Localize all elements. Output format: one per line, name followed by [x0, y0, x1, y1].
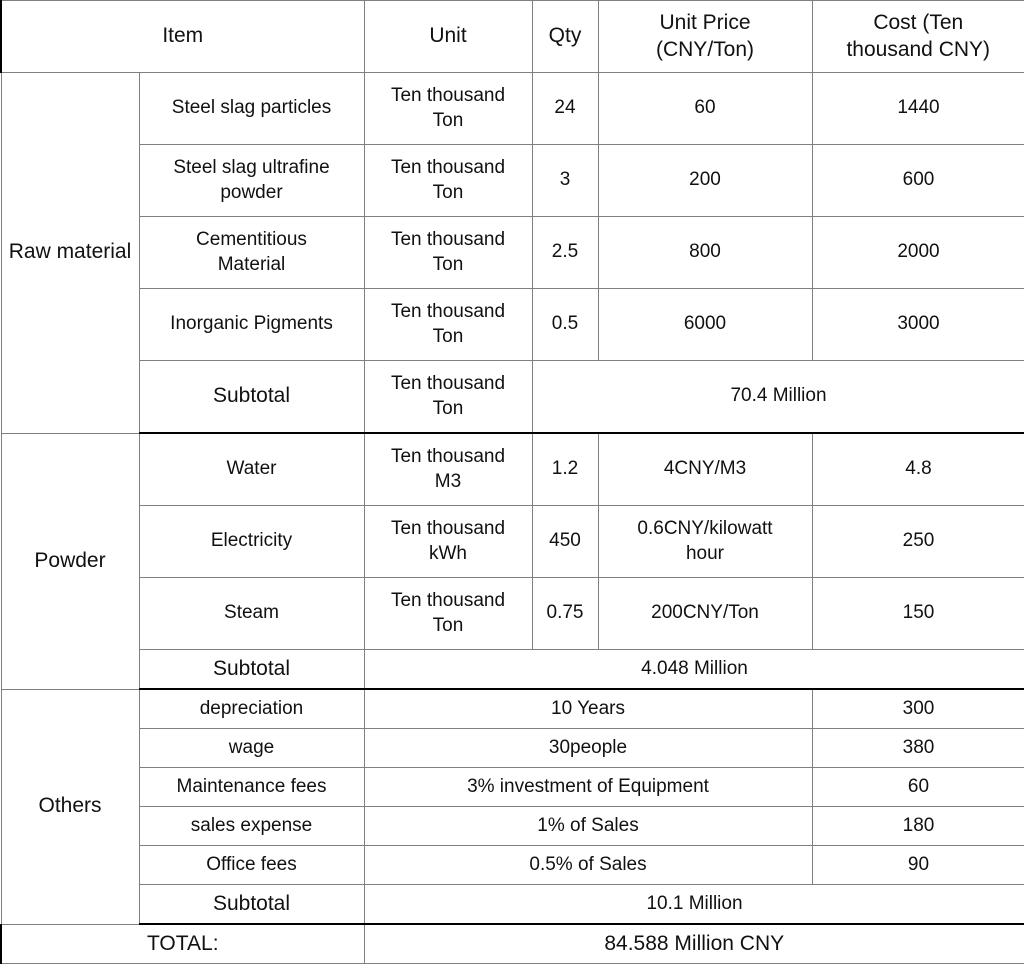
row-unit: [364, 73, 532, 145]
subtotal-label: Subtotal: [139, 650, 364, 690]
row-item: sales expense: [139, 807, 364, 846]
column-header-qty: Qty: [532, 1, 598, 73]
row-unit-price: 200: [598, 145, 812, 217]
row-item: Steam: [139, 578, 364, 650]
row-basis: 0.5% of Sales: [364, 846, 812, 885]
row-qty: 1.2: [532, 433, 598, 506]
row-item: Inorganic Pigments: [139, 289, 364, 361]
row-cost: 2000: [812, 217, 1024, 289]
row-cost: 150: [812, 578, 1024, 650]
item-text: Cementitious Material: [196, 229, 307, 275]
unit-text: Ten thousand Ton: [390, 85, 506, 131]
row-item: Water: [139, 433, 364, 506]
row-cost: 600: [812, 145, 1024, 217]
row-cost: 250: [812, 506, 1024, 578]
unit-text: Ten thousand M3: [390, 446, 506, 492]
row-item: Electricity: [139, 506, 364, 578]
row-cost: 60: [812, 768, 1024, 807]
subtotal-unit: [364, 361, 532, 434]
row-cost: 300: [812, 689, 1024, 729]
subtotal-row-powder: [1, 650, 1024, 690]
row-qty: 3: [532, 145, 598, 217]
row-unit: [364, 506, 532, 578]
row-basis: 1% of Sales: [364, 807, 812, 846]
subtotal-row-others: [1, 885, 1024, 925]
unit-text: Ten thousand Ton: [390, 229, 506, 275]
unit-price-line-2: (CNY/Ton): [655, 37, 755, 61]
column-header-unit-price: [598, 1, 812, 73]
column-header-item: Item: [1, 1, 364, 73]
table-header-row: [1, 1, 1024, 73]
table-row: [1, 217, 1024, 289]
row-item: Steel slag particles: [139, 73, 364, 145]
row-unit-price: 60: [598, 73, 812, 145]
row-item: Office fees: [139, 846, 364, 885]
table-row: [1, 506, 1024, 578]
row-unit-price: 200CNY/Ton: [598, 578, 812, 650]
row-unit-price: 800: [598, 217, 812, 289]
table-row: [1, 807, 1024, 846]
cost-line-1: Cost (Ten: [873, 10, 964, 34]
row-unit-price: [598, 506, 812, 578]
row-basis: 3% investment of Equipment: [364, 768, 812, 807]
subtotal-label: Subtotal: [139, 885, 364, 925]
table-row: [1, 433, 1024, 506]
section-label-raw-material: Raw material: [1, 73, 139, 434]
total-label: TOTAL:: [1, 924, 364, 964]
row-unit: [364, 145, 532, 217]
row-unit-price: 4CNY/M3: [598, 433, 812, 506]
unit-price-line-1: Unit Price: [659, 10, 751, 34]
row-unit: [364, 433, 532, 506]
table-row: [1, 689, 1024, 729]
row-unit: [364, 289, 532, 361]
table-row: [1, 145, 1024, 217]
cost-line-2: thousand CNY): [846, 37, 991, 61]
row-item: [139, 145, 364, 217]
row-item: [139, 217, 364, 289]
unit-price-text: 0.6CNY/kilowatt hour: [637, 518, 773, 564]
table-row: [1, 768, 1024, 807]
subtotal-value: 70.4 Million: [532, 361, 1024, 434]
row-qty: 450: [532, 506, 598, 578]
section-label-others: Others: [1, 689, 139, 924]
subtotal-row-raw-material: [1, 361, 1024, 434]
table-row: [1, 729, 1024, 768]
row-cost: 3000: [812, 289, 1024, 361]
row-cost: 1440: [812, 73, 1024, 145]
table-row: [1, 846, 1024, 885]
table-row: [1, 289, 1024, 361]
unit-text: Ten thousand Ton: [390, 373, 506, 419]
row-basis: 10 Years: [364, 689, 812, 729]
row-qty: 0.5: [532, 289, 598, 361]
table-row: [1, 578, 1024, 650]
unit-text: Ten thousand Ton: [390, 301, 506, 347]
row-item: wage: [139, 729, 364, 768]
subtotal-label: Subtotal: [139, 361, 364, 434]
table-row: [1, 73, 1024, 145]
row-unit: [364, 217, 532, 289]
column-header-cost: [812, 1, 1024, 73]
row-cost: 4.8: [812, 433, 1024, 506]
total-row: [1, 924, 1024, 964]
row-cost: 180: [812, 807, 1024, 846]
row-unit-price: 6000: [598, 289, 812, 361]
row-qty: 0.75: [532, 578, 598, 650]
row-unit: [364, 578, 532, 650]
row-cost: 380: [812, 729, 1024, 768]
item-text: Steel slag ultrafine powder: [173, 157, 330, 203]
unit-text: Ten thousand Ton: [390, 157, 506, 203]
row-qty: 2.5: [532, 217, 598, 289]
unit-text: Ten thousand kWh: [390, 518, 506, 564]
row-item: Maintenance fees: [139, 768, 364, 807]
row-cost: 90: [812, 846, 1024, 885]
subtotal-value: 10.1 Million: [364, 885, 1024, 925]
total-value: 84.588 Million CNY: [364, 924, 1024, 964]
row-qty: 24: [532, 73, 598, 145]
column-header-unit: Unit: [364, 1, 532, 73]
row-item: depreciation: [139, 689, 364, 729]
section-label-powder: Powder: [1, 433, 139, 689]
unit-text: Ten thousand Ton: [390, 590, 506, 636]
subtotal-value: 4.048 Million: [364, 650, 1024, 690]
row-basis: 30people: [364, 729, 812, 768]
